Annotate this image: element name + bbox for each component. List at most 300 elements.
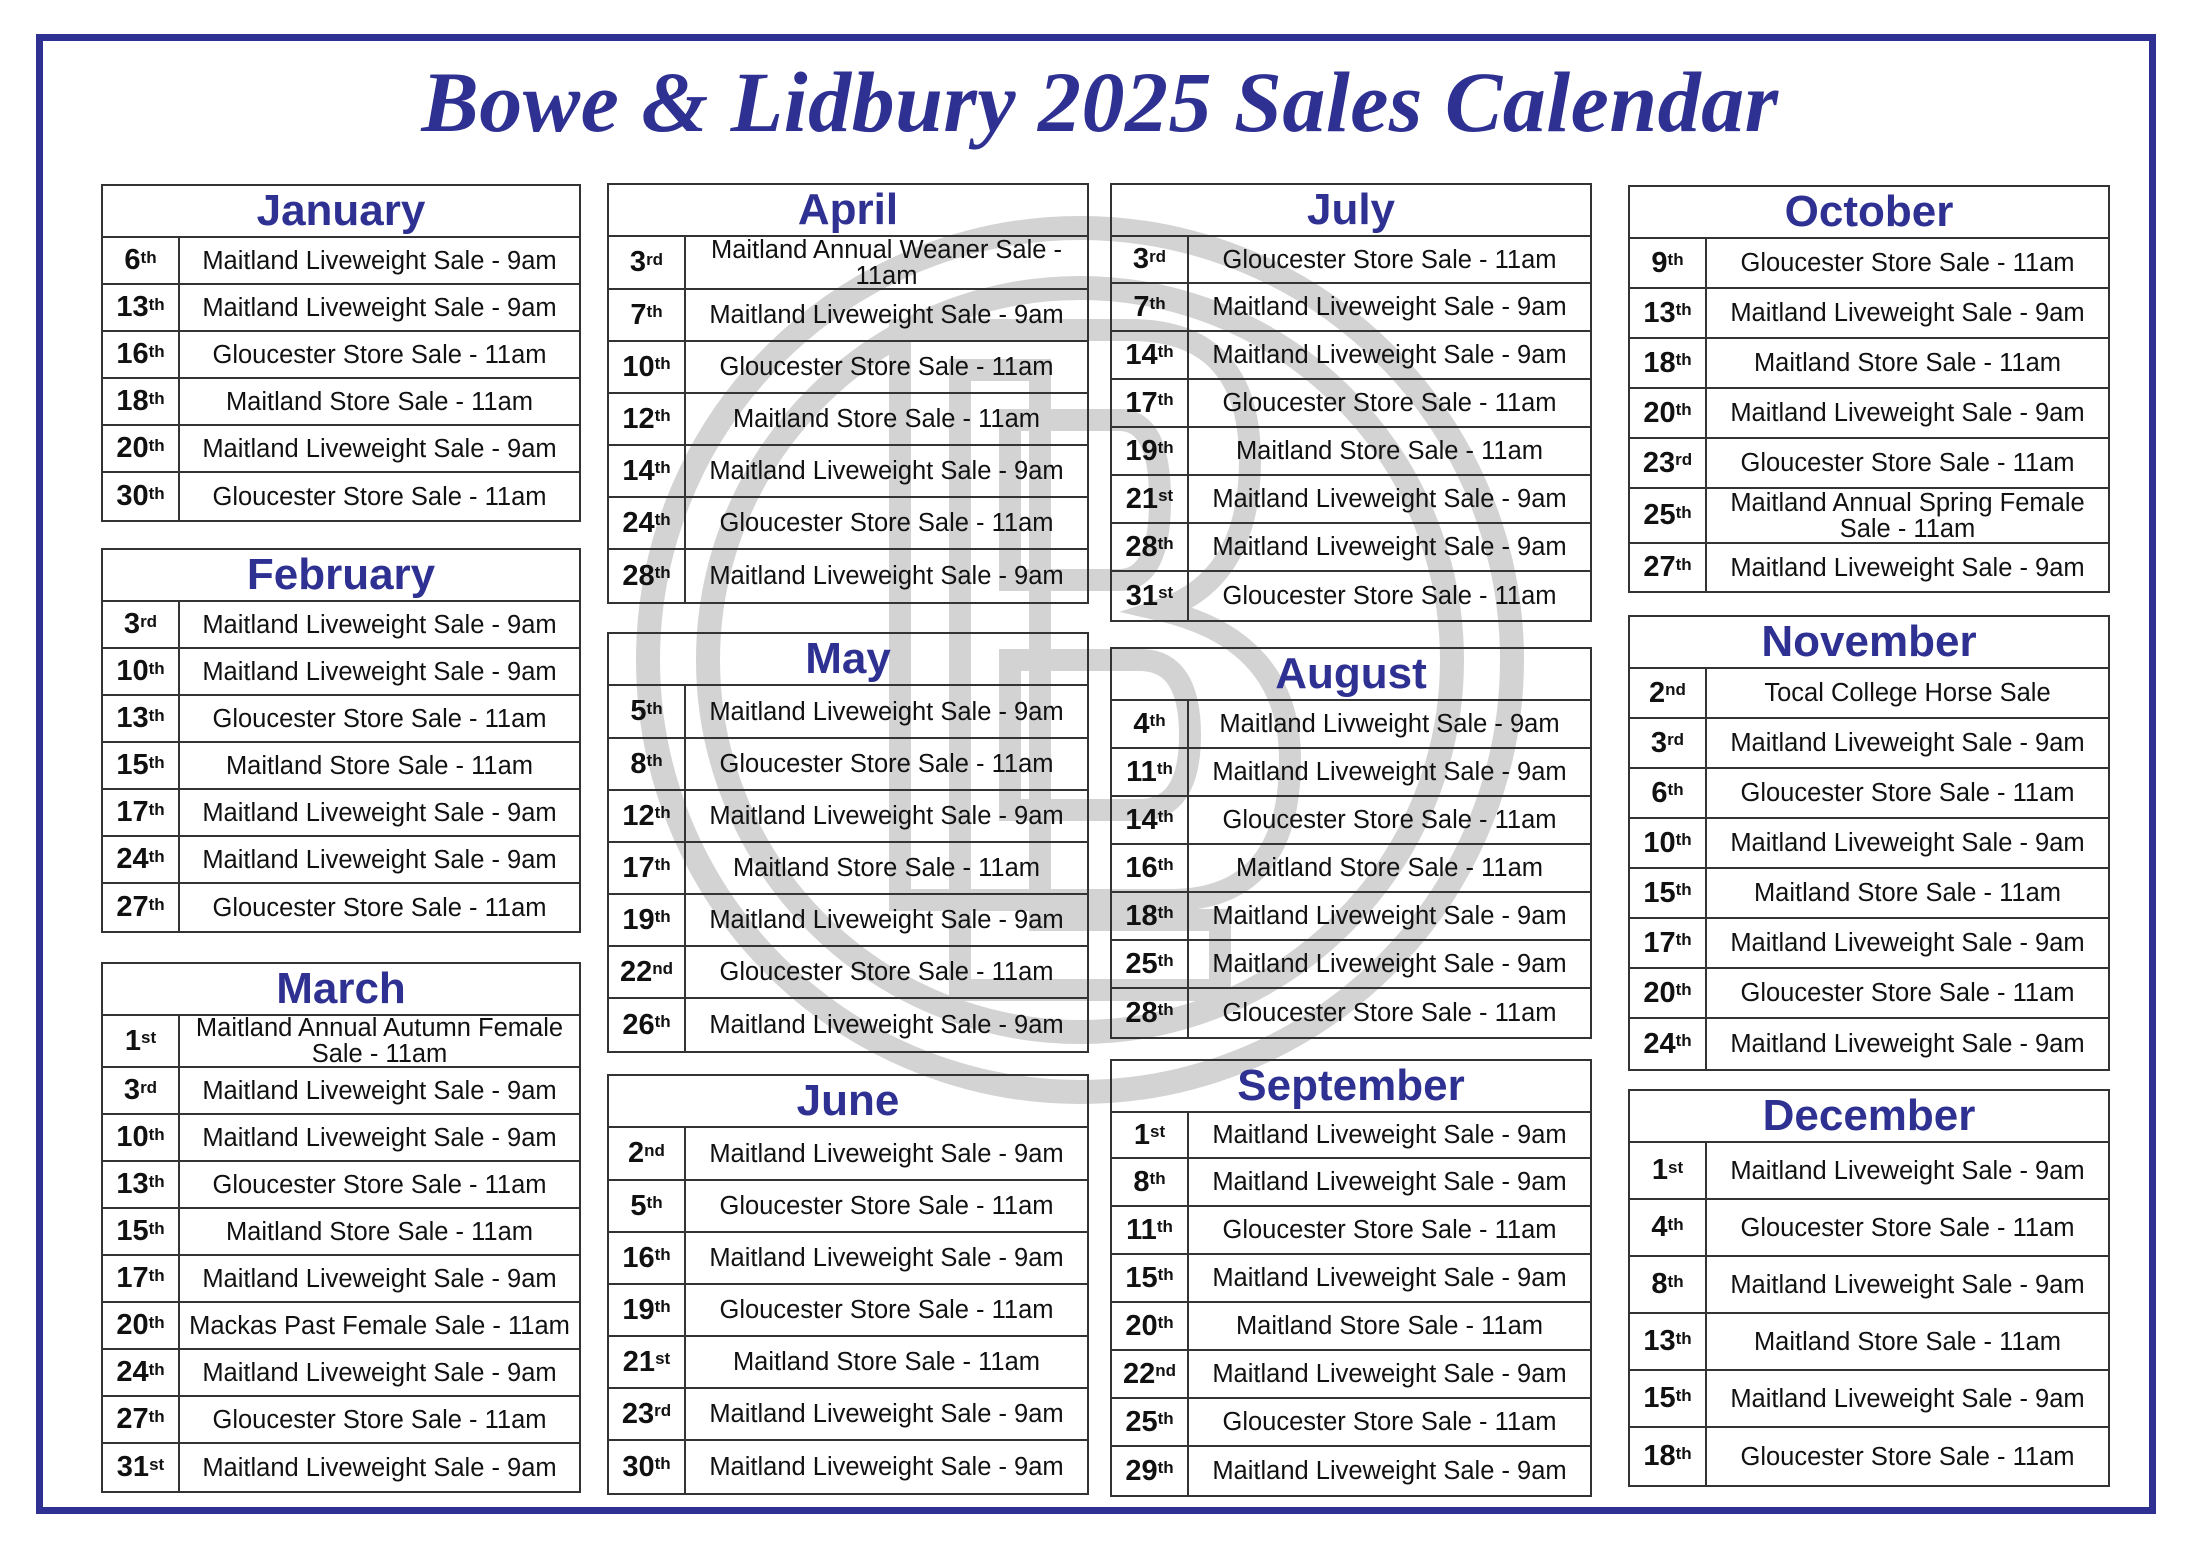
event-day [103, 602, 180, 647]
event-day [1630, 339, 1707, 387]
event-row [1112, 380, 1590, 428]
event-row [609, 1181, 1087, 1233]
day-number: 3 [629, 246, 647, 278]
day-suffix: th [148, 894, 165, 914]
event-description: Maitland Liveweight Sale - 9am [1212, 485, 1567, 513]
day-number: 27 [116, 891, 149, 923]
event-description: Gloucester Store Sale - 11am [212, 1170, 547, 1199]
event-day [609, 237, 686, 288]
event-description: Maitland Liveweight Sale - 9am [709, 1244, 1064, 1272]
day-suffix: th [654, 354, 671, 373]
event-description: Maitland Liveweight Sale - 9am [1730, 399, 2085, 427]
month-april [607, 183, 1089, 604]
event-description: Maitland Liveweight Sale - 9am [709, 1400, 1064, 1428]
day-number: 19 [622, 903, 655, 936]
month-november [1628, 615, 2110, 1071]
month-name: January [103, 186, 579, 238]
month-september [1110, 1059, 1592, 1497]
day-number: 13 [1643, 296, 1676, 329]
event-day [103, 1350, 180, 1395]
event-day [609, 895, 686, 945]
event-day [103, 837, 180, 882]
month-name: April [609, 185, 1087, 237]
event-row [103, 884, 579, 931]
event-day [103, 884, 180, 931]
event-day [103, 1016, 180, 1066]
day-suffix: th [654, 563, 671, 582]
day-number: 17 [622, 851, 655, 884]
event-description: Maitland Liveweight Sale - 9am [202, 845, 557, 874]
day-suffix: th [1675, 300, 1692, 319]
day-number: 24 [116, 843, 149, 875]
day-suffix: th [654, 458, 671, 477]
day-suffix: st [1158, 486, 1174, 505]
event-day [1112, 572, 1189, 620]
event-row [1112, 1255, 1590, 1303]
day-suffix: th [654, 803, 671, 822]
day-suffix: th [1149, 711, 1166, 730]
day-suffix: th [1157, 1000, 1174, 1019]
day-number: 5 [630, 695, 647, 727]
day-suffix: th [1675, 830, 1692, 849]
event-row [609, 550, 1087, 602]
day-suffix: th [654, 1245, 671, 1264]
event-day [609, 1128, 686, 1179]
day-number: 12 [622, 402, 655, 435]
event-row [609, 999, 1087, 1051]
event-description: Maitland Liveweight Sale - 9am [1212, 1264, 1567, 1292]
event-day [103, 1209, 180, 1254]
event-row [103, 426, 579, 473]
day-suffix: st [149, 1454, 165, 1474]
event-description: Gloucester Store Sale - 11am [719, 1192, 1054, 1220]
month-name: July [1112, 185, 1590, 237]
event-row [1112, 237, 1590, 284]
event-row [1630, 389, 2108, 439]
day-suffix: th [1675, 502, 1692, 522]
day-suffix: th [1157, 951, 1174, 970]
event-description: Mackas Past Female Sale - 11am [189, 1311, 570, 1340]
event-day [103, 1444, 180, 1491]
event-row [1630, 1257, 2108, 1314]
event-row [103, 285, 579, 332]
event-day [103, 790, 180, 835]
event-day [609, 446, 686, 496]
event-day [1112, 380, 1189, 426]
event-row [103, 1303, 579, 1350]
day-number: 16 [116, 338, 149, 370]
day-number: 25 [1643, 499, 1676, 531]
day-suffix: th [148, 435, 165, 455]
event-description: Maitland Liveweight Sale - 9am [1730, 1156, 2085, 1185]
event-description: Gloucester Store Sale - 11am [1740, 979, 2075, 1007]
day-number: 24 [622, 506, 655, 539]
day-number: 7 [1133, 290, 1150, 323]
event-row [1630, 239, 2108, 289]
day-suffix: th [1156, 759, 1173, 778]
day-suffix: th [654, 1297, 671, 1316]
day-number: 15 [1643, 876, 1676, 909]
day-number: 15 [1125, 1261, 1158, 1294]
event-day [1112, 1351, 1189, 1397]
event-row [609, 895, 1087, 947]
event-day [103, 426, 180, 471]
day-suffix: nd [652, 959, 674, 978]
event-row [609, 843, 1087, 895]
event-day [1630, 1371, 1707, 1426]
event-day [609, 1337, 686, 1387]
event-row [103, 1350, 579, 1397]
day-suffix: rd [654, 1401, 672, 1420]
event-description: Maitland Liveweight Sale - 9am [202, 1123, 557, 1152]
day-number: 25 [1125, 947, 1158, 980]
event-day [103, 1397, 180, 1442]
day-number: 20 [116, 432, 149, 464]
event-row [609, 739, 1087, 791]
month-december [1628, 1089, 2110, 1487]
day-suffix: th [654, 510, 671, 529]
event-row [1630, 1019, 2108, 1069]
event-description: Maitland Liveweight Sale - 9am [1730, 729, 2085, 757]
event-row [609, 1128, 1087, 1181]
event-row [609, 686, 1087, 739]
event-day [1112, 428, 1189, 474]
event-day [1112, 476, 1189, 522]
event-description: Gloucester Store Sale - 11am [1222, 245, 1557, 274]
event-day [1112, 797, 1189, 843]
event-day [609, 999, 686, 1051]
event-description: Maitland Liveweight Sale - 9am [1730, 929, 2085, 957]
day-number: 13 [1643, 1325, 1676, 1357]
day-suffix: nd [1155, 1361, 1177, 1380]
day-suffix: rd [1675, 450, 1693, 469]
day-suffix: th [148, 799, 165, 819]
day-number: 30 [116, 480, 149, 512]
month-october [1628, 185, 2110, 593]
day-number: 11 [1126, 1213, 1157, 1246]
day-suffix: th [1675, 880, 1692, 899]
event-day [103, 1068, 180, 1113]
event-description: Maitland Liveweight Sale - 9am [1212, 902, 1567, 930]
event-description: Maitland Annual Spring Female Sale - 11am [1730, 488, 2085, 543]
event-description: Gloucester Store Sale - 11am [1740, 779, 2075, 807]
event-row [103, 332, 579, 379]
day-suffix: th [1675, 930, 1692, 949]
day-number: 15 [116, 1215, 149, 1247]
event-row [1630, 289, 2108, 339]
event-description: Maitland Store Sale - 11am [225, 1217, 534, 1246]
day-number: 20 [116, 1309, 149, 1341]
event-row [1112, 1399, 1590, 1447]
day-number: 27 [1643, 551, 1676, 583]
event-description: Maitland Liveweight Sale - 9am [1730, 1270, 2085, 1299]
page-title: Bowe & Lidbury 2025 Sales Calendar [421, 54, 1779, 150]
day-suffix: rd [140, 1077, 158, 1097]
event-description: Gloucester Store Sale - 11am [719, 958, 1054, 986]
event-row [103, 602, 579, 649]
day-suffix: nd [1665, 680, 1686, 699]
event-day [609, 342, 686, 392]
day-number: 19 [1125, 434, 1158, 467]
day-number: 25 [1125, 1405, 1158, 1438]
event-description: Gloucester Store Sale - 11am [1222, 806, 1557, 834]
month-name: June [609, 1076, 1087, 1128]
event-day [1630, 919, 1707, 967]
event-row [1112, 989, 1590, 1037]
event-description: Gloucester Store Sale - 11am [1222, 999, 1557, 1027]
day-suffix: th [1156, 1217, 1173, 1236]
event-row [1630, 869, 2108, 919]
day-number: 18 [1643, 1440, 1676, 1472]
event-day [1112, 941, 1189, 987]
day-number: 17 [116, 1262, 149, 1294]
event-description: Gloucester Store Sale - 11am [1222, 1216, 1557, 1244]
event-day [609, 739, 686, 789]
event-day [103, 1303, 180, 1348]
day-number: 10 [116, 655, 149, 687]
event-day [609, 791, 686, 841]
event-description: Maitland Liveweight Sale - 9am [202, 293, 557, 322]
day-suffix: th [654, 907, 671, 926]
day-number: 1 [1651, 1154, 1668, 1186]
day-number: 1 [124, 1024, 141, 1057]
day-number: 24 [1643, 1027, 1676, 1060]
event-day [1630, 969, 1707, 1017]
day-number: 2 [628, 1137, 645, 1169]
event-day [1112, 1255, 1189, 1301]
event-row [609, 498, 1087, 550]
event-row [1112, 749, 1590, 797]
event-row [609, 1285, 1087, 1337]
event-row [1630, 669, 2108, 719]
event-description: Tocal College Horse Sale [1764, 679, 2051, 707]
day-number: 18 [1643, 346, 1676, 379]
event-description: Maitland Store Sale - 11am [1235, 1312, 1544, 1340]
event-day [609, 1181, 686, 1231]
day-number: 1 [1133, 1118, 1150, 1151]
event-row [103, 1256, 579, 1303]
day-number: 18 [116, 385, 149, 417]
event-description: Maitland Liveweight Sale - 9am [1730, 1384, 2085, 1413]
day-suffix: th [1157, 1458, 1174, 1477]
event-row [103, 379, 579, 426]
event-day [1112, 1113, 1189, 1157]
event-day [1630, 1143, 1707, 1198]
event-day [1630, 869, 1707, 917]
event-row [609, 342, 1087, 394]
event-row [103, 1162, 579, 1209]
event-description: Gloucester Store Sale - 11am [1740, 249, 2075, 277]
event-row [103, 1068, 579, 1115]
event-description: Maitland Liveweight Sale - 9am [1212, 1168, 1567, 1196]
event-description: Gloucester Store Sale - 11am [1740, 1213, 2075, 1242]
event-description: Maitland Liveweight Sale - 9am [202, 434, 557, 463]
day-suffix: th [140, 247, 157, 267]
day-number: 4 [1133, 707, 1150, 740]
event-description: Gloucester Store Sale - 11am [212, 340, 547, 369]
event-row [103, 790, 579, 837]
event-row [1112, 284, 1590, 332]
event-description: Gloucester Store Sale - 11am [212, 1405, 547, 1434]
event-day [609, 1285, 686, 1335]
event-row [1112, 1351, 1590, 1399]
event-description: Maitland Store Sale - 11am [225, 387, 534, 416]
day-number: 3 [1132, 243, 1150, 275]
day-number: 20 [1643, 396, 1676, 429]
event-day [609, 394, 686, 444]
day-suffix: st [1150, 1122, 1166, 1141]
event-description: Maitland Liveweight Sale - 9am [202, 1076, 557, 1105]
event-day [1630, 669, 1707, 717]
event-description: Maitland Liveweight Sale - 9am [202, 1264, 557, 1293]
day-number: 20 [1643, 976, 1676, 1009]
day-number: 6 [124, 244, 141, 276]
event-row [103, 238, 579, 285]
event-description: Maitland Liveweight Sale - 9am [1212, 293, 1567, 321]
event-description: Maitland Liveweight Sale - 9am [1212, 1457, 1567, 1485]
event-description: Gloucester Store Sale - 11am [1222, 389, 1557, 417]
event-day [1112, 1159, 1189, 1205]
event-row [1112, 428, 1590, 476]
event-day [1112, 284, 1189, 330]
event-row [609, 446, 1087, 498]
event-description: Maitland Liveweight Sale - 9am [202, 657, 557, 686]
event-row [609, 1233, 1087, 1285]
event-row [609, 1337, 1087, 1389]
event-day [609, 498, 686, 548]
event-description: Maitland Liveweight Sale - 9am [202, 246, 557, 275]
event-description: Maitland Liveweight Sale - 9am [1212, 1121, 1567, 1149]
day-suffix: th [1157, 1409, 1174, 1428]
day-number: 31 [116, 1451, 150, 1483]
event-row [1630, 439, 2108, 489]
event-row [1630, 1200, 2108, 1257]
event-row [103, 837, 579, 884]
event-description: Maitland Store Sale - 11am [732, 1348, 1041, 1376]
event-row [103, 1444, 579, 1491]
event-row [1112, 1303, 1590, 1351]
event-row [1112, 893, 1590, 941]
day-number: 5 [630, 1189, 647, 1222]
event-row [609, 791, 1087, 843]
day-number: 10 [116, 1121, 149, 1153]
event-day [609, 947, 686, 997]
event-day [1630, 389, 1707, 437]
day-suffix: th [646, 1193, 663, 1212]
day-suffix: th [1157, 390, 1174, 409]
event-description: Maitland Store Sale - 11am [1753, 1327, 2062, 1356]
day-number: 3 [123, 608, 141, 640]
month-name: March [103, 964, 579, 1016]
event-description: Maitland Liveweight Sale - 9am [709, 1453, 1064, 1481]
event-day [1112, 237, 1189, 282]
day-suffix: th [654, 1012, 671, 1031]
event-row [1630, 544, 2108, 591]
event-day [1112, 845, 1189, 891]
day-number: 29 [1125, 1454, 1158, 1487]
event-day [1630, 819, 1707, 867]
day-number: 30 [622, 1450, 655, 1483]
day-number: 8 [1133, 1165, 1150, 1198]
day-number: 8 [1651, 1268, 1668, 1300]
day-suffix: th [1675, 350, 1692, 369]
event-row [609, 947, 1087, 999]
event-day [1630, 289, 1707, 337]
day-suffix: th [654, 1454, 671, 1473]
event-day [609, 1233, 686, 1283]
day-suffix: th [148, 483, 165, 503]
event-description: Maitland Liveweight Sale - 9am [709, 802, 1064, 830]
day-suffix: th [1667, 780, 1684, 799]
event-day [1112, 893, 1189, 939]
event-row [1630, 1428, 2108, 1485]
day-number: 12 [622, 799, 655, 832]
day-number: 31 [1125, 579, 1159, 612]
event-day [1630, 439, 1707, 487]
day-suffix: th [654, 855, 671, 874]
event-row [1112, 941, 1590, 989]
event-description: Maitland Liveweight Sale - 9am [1212, 341, 1567, 369]
event-description: Maitland Liveweight Sale - 9am [202, 610, 557, 639]
event-row [1112, 1447, 1590, 1495]
day-number: 15 [1643, 1382, 1676, 1414]
event-row [1112, 572, 1590, 620]
event-day [1112, 1399, 1189, 1445]
event-description: Gloucester Store Sale - 11am [719, 353, 1054, 381]
day-suffix: th [1667, 250, 1684, 269]
event-description: Maitland Store Sale - 11am [1235, 854, 1544, 882]
day-suffix: th [148, 752, 165, 772]
event-day [609, 1389, 686, 1439]
event-description: Maitland Liveweight Sale - 9am [1212, 950, 1567, 978]
day-suffix: th [148, 1265, 165, 1285]
event-row [1112, 1113, 1590, 1159]
event-description: Maitland Liveweight Sale - 9am [202, 798, 557, 827]
event-description: Gloucester Store Sale - 11am [1740, 449, 2075, 477]
event-description: Maitland Liveweight Sale - 9am [202, 1358, 557, 1387]
day-number: 27 [116, 1403, 149, 1435]
day-suffix: th [148, 1312, 165, 1332]
event-day [1112, 749, 1189, 795]
month-name: May [609, 634, 1087, 686]
event-day [1630, 1428, 1707, 1485]
event-row [609, 1441, 1087, 1493]
event-row [1630, 719, 2108, 769]
day-number: 9 [1651, 246, 1668, 279]
month-name: August [1112, 649, 1590, 701]
event-description: Maitland Liveweight Sale - 9am [1730, 299, 2085, 327]
day-suffix: th [1675, 1328, 1692, 1348]
day-number: 6 [1651, 776, 1668, 809]
event-day [609, 290, 686, 340]
event-description: Maitland Liveweight Sale - 9am [709, 301, 1064, 329]
event-day [1112, 1303, 1189, 1349]
event-row [1112, 1207, 1590, 1255]
event-row [103, 696, 579, 743]
event-row [1630, 919, 2108, 969]
event-description: Maitland Store Sale - 11am [732, 405, 1041, 433]
event-day [1630, 1257, 1707, 1312]
event-day [1630, 769, 1707, 817]
day-suffix: rd [1667, 730, 1685, 749]
day-suffix: th [148, 1218, 165, 1238]
day-number: 18 [1125, 899, 1158, 932]
event-day [1630, 239, 1707, 287]
event-day [103, 743, 180, 788]
day-suffix: th [1157, 534, 1174, 553]
event-row [103, 743, 579, 790]
event-description: Maitland Liveweight Sale - 9am [1212, 758, 1567, 786]
